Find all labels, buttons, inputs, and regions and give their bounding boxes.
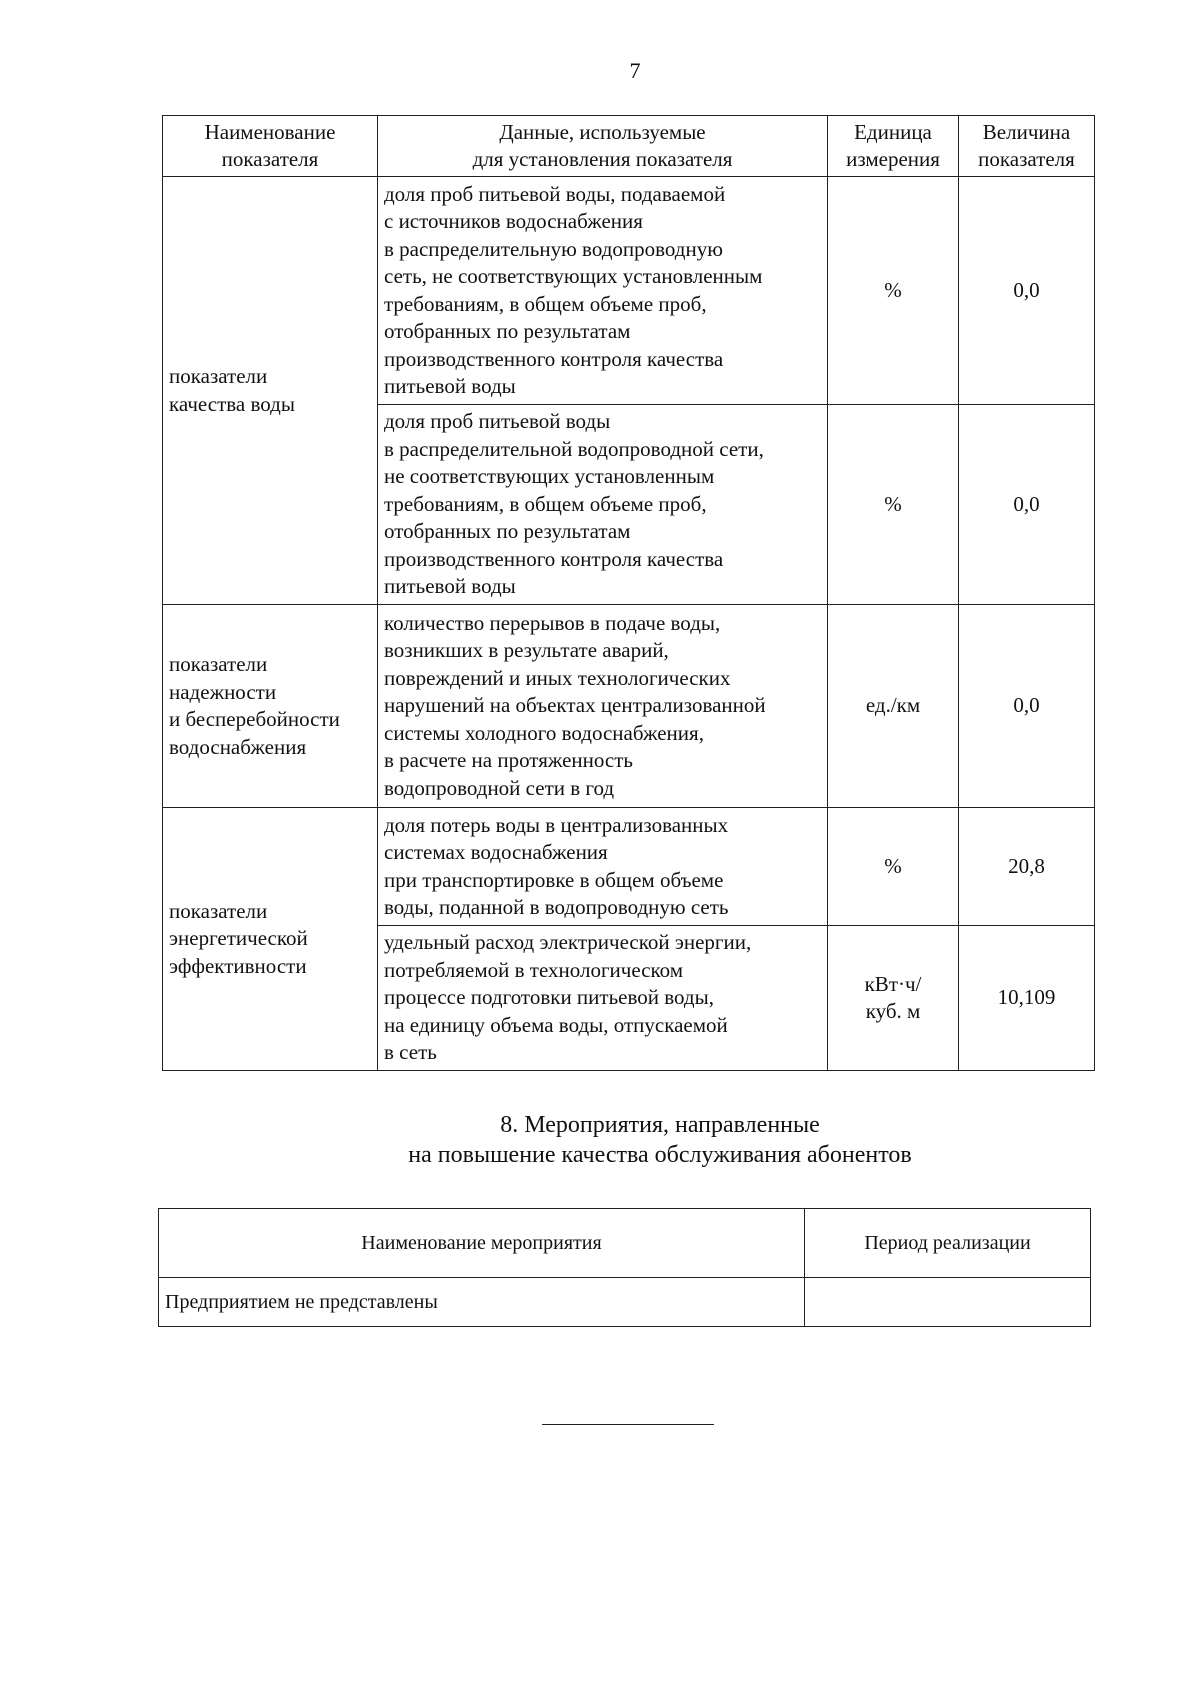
indicator-value: 0,0 [959,177,1095,405]
indicator-unit: ед./км [828,605,959,808]
header-indicator-name: Наименование показателя [163,116,378,177]
indicator-value: 0,0 [959,405,1095,605]
indicator-value: 20,8 [959,808,1095,926]
indicator-data: доля потерь воды в централизованных системах водоснабжения при транспортировке в общем объеме воды, поданной в водопроводную сеть [378,808,828,926]
indicator-data: количество перерывов в подаче воды, возникших в результате аварий, повреждений и иных технологических нарушений на объектах централизованной системы холодного водоснабжения, в расчете на протяженность водопроводной сети в год [378,605,828,808]
indicator-unit: % [828,808,959,926]
indicator-unit: кВт·ч/ куб. м [828,926,959,1071]
table-row [163,808,1095,926]
indicator-data: удельный расход электрической энергии, потребляемой в технологическом процессе подготовки питьевой воды, на единицу объема воды, отпускаемой в сеть [378,926,828,1071]
header-period: Период реализации [805,1209,1091,1278]
table-row [159,1278,1091,1327]
end-of-document-rule [542,1424,714,1425]
header-value: Величина показателя [959,116,1095,177]
group-name-water-quality: показатели качества воды [163,177,378,605]
measure-name: Предприятием не представлены [159,1278,805,1327]
measures-table [158,1208,1091,1327]
header-indicator-data: Данные, используемые для установления показателя [378,116,828,177]
measures-header-row [159,1209,1091,1278]
indicator-unit: % [828,405,959,605]
indicator-data: доля проб питьевой воды, подаваемой с источников водоснабжения в распределительную водопроводную сеть, не соответствующих установленным требованиям, в общем объеме проб, отобранных по результатам производственного контроля качества питьевой воды [378,177,828,405]
section-8-title: 8. Мероприятия, направленные на повышение качества обслуживания абонентов [408,1112,912,1168]
measure-period [805,1278,1091,1327]
table-row [163,605,1095,808]
group-name-reliability: показатели надежности и бесперебойности водоснабжения [163,605,378,808]
indicator-value: 10,109 [959,926,1095,1071]
page-number: 7 [629,58,641,83]
indicators-header-row [163,116,1095,177]
table-row [163,177,1095,405]
group-name-energy-efficiency: показатели энергетической эффективности [163,808,378,1071]
indicator-unit: % [828,177,959,405]
indicator-value: 0,0 [959,605,1095,808]
indicators-table [162,115,1095,1071]
header-unit: Единица измерения [828,116,959,177]
header-measure-name: Наименование мероприятия [159,1209,805,1278]
indicator-data: доля проб питьевой воды в распределительной водопроводной сети, не соответствующих установленным требованиям, в общем объеме проб, отобранных по результатам производственного контроля качества питьевой воды [378,405,828,605]
